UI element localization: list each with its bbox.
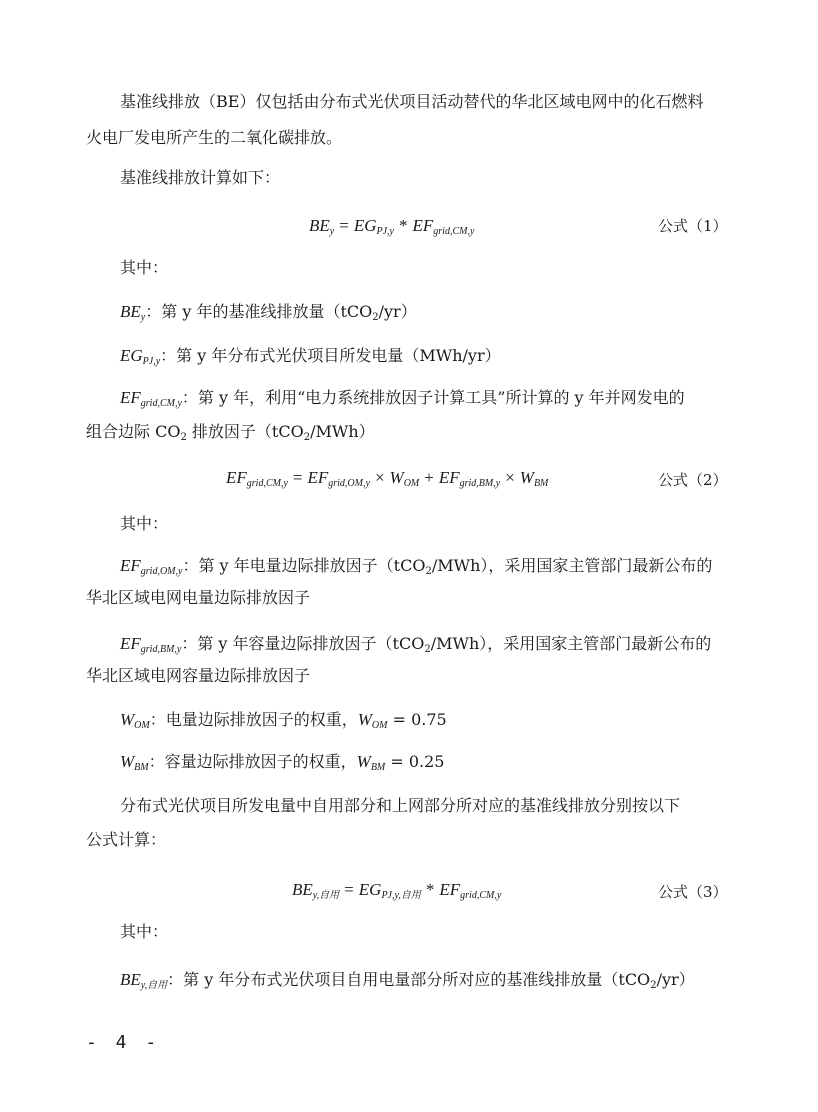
equation-2: $EF_{grid,CM,y} = EF_{grid,OM,y} \times W_{OM} + EF_{grid,BM,y} \times W_{BM}$ <box>226 468 549 489</box>
where-label-1: 其中： <box>120 258 169 277</box>
page-number: - 4 - <box>86 1032 161 1053</box>
equation-3: $BE_{y,自用} = EG_{PJ,y,自用} * EF_{grid,CM,y}$ <box>292 880 502 901</box>
equation-3-label: 公式（3） <box>658 883 728 901</box>
where-label-2: 其中： <box>120 514 169 533</box>
intro-line-2: 火电厂发电所产生的二氧化碳排放。 <box>86 128 343 147</box>
def-efbm: $EF_{grid,BM,y}$：第 y 年容量边际排放因子（tCO$_2$/MWh），采用国家主管部门最新公布的 <box>120 634 712 655</box>
def-efcm-line2: 组合边际 $CO_2$ 排放因子（tCO$_2$/MWh） <box>86 422 375 443</box>
equation-1-label: 公式（1） <box>658 217 728 235</box>
split-line-2: 公式计算： <box>86 830 167 849</box>
def-eg: $EG_{PJ,y}$：第 y 年分布式光伏项目所发电量（MWh/yr） <box>120 346 501 367</box>
equation-1: $BE_y = EG_{PJ,y} * EF_{grid,CM,y}$ <box>309 216 475 237</box>
def-efcm: $EF_{grid,CM,y}$：第 y 年，利用“电力系统排放因子计算工具”所计算的 y 年并网发电的 <box>120 388 685 409</box>
def-wbm: $W_{BM}$：容量边际排放因子的权重，$W_{BM} = 0.25$ <box>120 752 445 773</box>
split-line-1: 分布式光伏项目所发电量中自用部分和上网部分所对应的基准线排放分别按以下 <box>120 796 681 815</box>
intro-line-1: 基准线排放（BE）仅包括由分布式光伏项目活动替代的华北区域电网中的化石燃料 <box>120 92 704 111</box>
def-efom: $EF_{grid,OM,y}$：第 y 年电量边际排放因子（tCO$_2$/MWh），采用国家主管部门最新公布的 <box>120 556 713 577</box>
equation-2-label: 公式（2） <box>658 471 728 489</box>
where-label-3: 其中： <box>120 922 169 941</box>
def-efom-line2: 华北区域电网电量边际排放因子 <box>86 588 311 607</box>
def-beself: $BE_{y,自用}$：第 y 年分布式光伏项目自用电量部分所对应的基准线排放量（tCO$_2$/yr） <box>120 970 695 991</box>
def-wom: $W_{OM}$：电量边际排放因子的权重，$W_{OM} = 0.75$ <box>120 710 447 731</box>
calc-intro: 基准线排放计算如下： <box>120 168 281 187</box>
def-efbm-line2: 华北区域电网容量边际排放因子 <box>86 666 311 685</box>
def-be: $BE_y$：第 y 年的基准线排放量（tCO$_2$/yr） <box>120 302 417 323</box>
